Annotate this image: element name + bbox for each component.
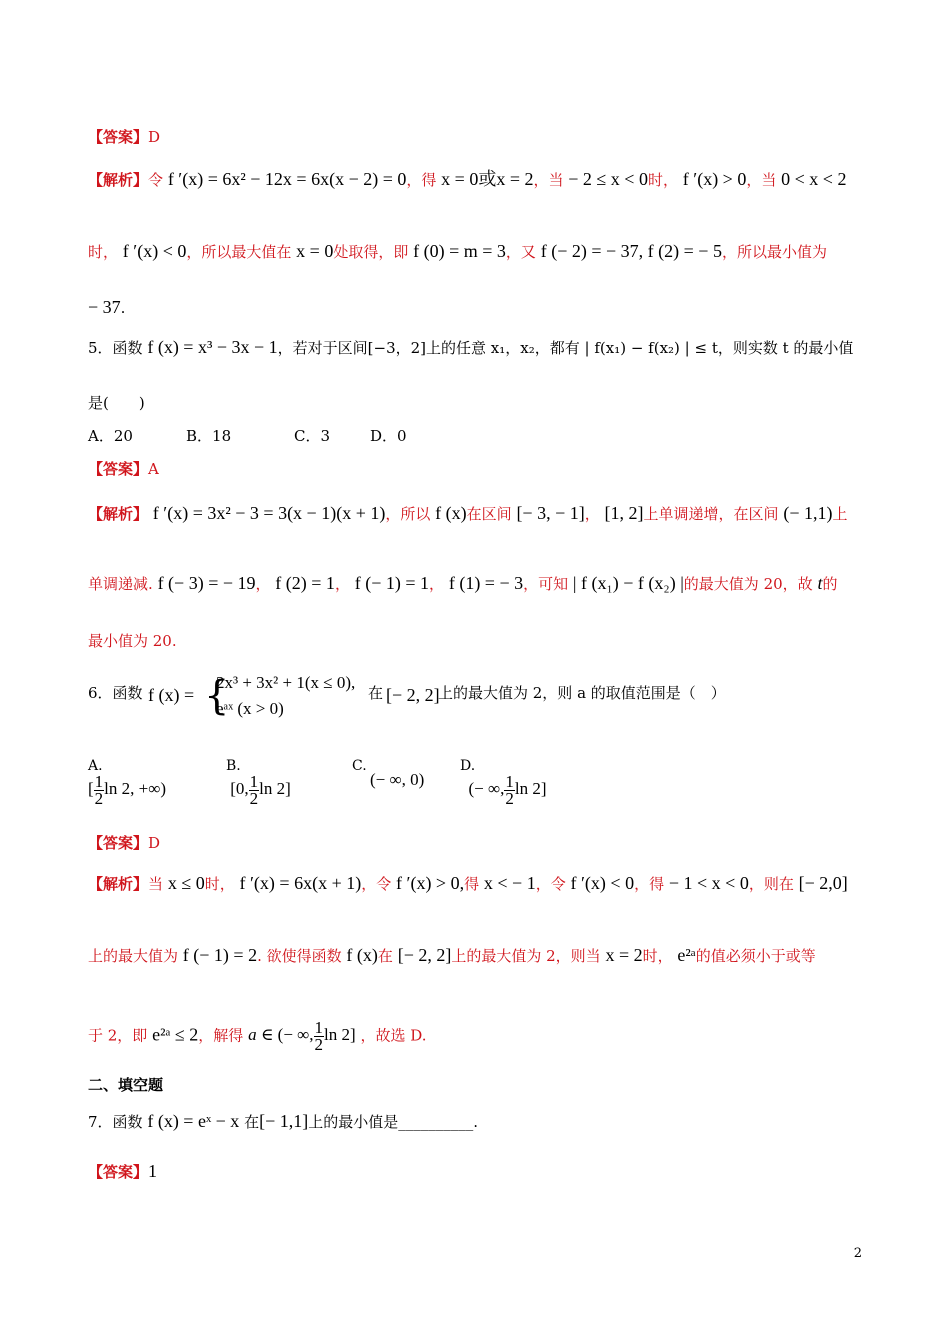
q5-text: ， [429, 575, 445, 593]
q5-option-d: D．0 [370, 427, 407, 445]
q5-answer-line [88, 458, 862, 480]
q5-formula: f (2) = 1 [275, 573, 335, 593]
answer-tag: 【答案】 [88, 128, 149, 146]
q6-formula: f ′(x) = 6x(x + 1) [239, 873, 362, 893]
q6-text: 时， [642, 947, 673, 965]
q5-text: 上单调递增，在区间 [643, 505, 779, 523]
q6-formula: x < − 1 [483, 873, 536, 893]
q4-text: ，当 [533, 171, 564, 189]
q6-formula: [− 2, 2] [397, 945, 452, 965]
q4-text: ，又 [505, 243, 536, 261]
q7-answer-line [88, 1160, 862, 1183]
q4-formula: − 37 [88, 297, 121, 317]
q6-option-c-value: (− ∞, 0) [370, 770, 425, 789]
q6-text: 上的最大值为 2，则当 [451, 947, 601, 965]
q4-text: ，得 [406, 171, 437, 189]
q5-formula: | f (x₁) − f (x₂) | [572, 573, 684, 593]
q5-text: ， [584, 505, 600, 523]
answer-tag: 【答案】 [88, 834, 149, 852]
q7-stem-formula: [− 1,1] [259, 1111, 309, 1131]
q5-text: 的 [822, 575, 838, 593]
q5-text: ， [334, 575, 350, 593]
q6-answer: D [148, 834, 161, 852]
q6-analysis-line-2 [88, 944, 862, 967]
q5-text: ， [255, 575, 271, 593]
q5-text: ，可知 [523, 575, 569, 593]
q6-formula: e²ᵃ ≤ 2 [152, 1024, 199, 1045]
q5-text: 单调递减. [88, 575, 153, 593]
q5-text: 上 [832, 505, 848, 523]
q4-text: . [120, 299, 126, 317]
fraction: $\frac{1}{2}$ [314, 1018, 324, 1054]
q6-text: 的值必须小于或等 [695, 947, 816, 965]
q6-stem-text: 上的最大值为 2，则 a 的取值范围是（ ） [438, 684, 726, 702]
q6-case-2: eᵃˣ (x > 0) [216, 699, 284, 718]
q6-text: ，解得 [198, 1026, 244, 1045]
q4-formula: f (− 2) = − 37, f (2) = − 5 [540, 241, 722, 261]
q6-case-1: 2x³ + 3x² + 1(x ≤ 0), [216, 673, 356, 692]
q5-stem-text: ，若对于区间[−3，2]上的任意 x₁，x₂，都有 | f(x₁) − f(x₂) | ≤ t，则实数 t 的最小值 [277, 339, 854, 357]
option-label: A. [88, 758, 103, 774]
q6-formula: e²ᵃ [677, 945, 696, 965]
q4-analysis-line-2 [88, 240, 862, 263]
q6-option-d: D. (− ∞, $\frac{1}{2}$ ln 2] [460, 758, 547, 808]
q7-stem-text: 7．函数 [88, 1113, 143, 1131]
fraction: $\frac{1}{2}$ [505, 772, 514, 808]
q4-formula: f ′(x) > 0 [682, 169, 747, 189]
q5-formula: [− 3, − 1] [516, 503, 585, 523]
q6-text: 上的最大值为 [88, 947, 179, 965]
q5-stem-line-2 [88, 392, 862, 414]
q5-answer: A [148, 460, 159, 478]
q6-text: ，令 [361, 875, 392, 893]
q6-text: ，则在 [748, 875, 794, 893]
fraction: $\frac{1}{2}$ [94, 772, 104, 808]
q4-formula: x = 0 [296, 241, 334, 261]
q4-formula: f ′(x) = 6x² − 12x = 6x(x − 2) = 0 [167, 169, 407, 189]
q5-option-b: B．18 [186, 427, 232, 445]
q6-answer-line [88, 832, 862, 854]
q5-stem-line-1 [88, 336, 862, 359]
q5-option-c: C．3 [294, 427, 331, 445]
q4-formula: f (0) = m = 3 [413, 241, 506, 261]
answer-tag: 【答案】 [88, 460, 149, 478]
section-heading: 二、填空题 [88, 1076, 164, 1094]
q6-analysis-line-1 [88, 872, 862, 895]
q6-formula: [− 2,0] [798, 873, 848, 893]
q5-text: 在区间 [466, 505, 512, 523]
q7-stem-text: 上的最小值是__________. [308, 1113, 479, 1131]
q6-option-c [352, 758, 425, 794]
q6-text: . 欲使得函数 [257, 947, 342, 965]
q5-formula: f (− 3) = − 19 [157, 573, 256, 593]
q4-text: ，所以最小值为 [721, 243, 827, 261]
q6-text: 于 2，即 [88, 1026, 148, 1045]
q5-stem-text: 是( ) [88, 394, 145, 412]
q6-option-b: B. [0, $\frac{1}{2}$ ln 2] [226, 758, 291, 808]
q5-options [88, 425, 862, 447]
q4-text: 令 [148, 171, 164, 189]
q6-text: ，得 [634, 875, 665, 893]
q5-text: 的最大值为 20，故 [683, 575, 813, 593]
q5-formula: f (− 1) = 1 [354, 573, 430, 593]
q5-formula: f ′(x) = 3x² − 3 = 3(x − 1)(x + 1) [152, 503, 386, 523]
q5-formula: (− 1,1) [783, 503, 833, 523]
q6-formula: f (x) [346, 945, 378, 965]
q4-answer-line [88, 126, 862, 148]
q5-analysis-line-2 [88, 572, 862, 595]
analysis-tag: 【解析】 [88, 171, 149, 189]
option-label: D. [460, 758, 476, 774]
option-label: B. [226, 758, 241, 774]
q5-stem-text: 5．函数 [88, 339, 143, 357]
q6-text: 在 [377, 947, 393, 965]
q7-answer: 1 [148, 1161, 158, 1181]
q6-text: ，令 [535, 875, 566, 893]
q5-stem-formula: f (x) = x³ − 3x − 1 [147, 337, 278, 357]
q5-formula: [1, 2] [604, 503, 644, 523]
q6-formula: x = 2 [605, 945, 643, 965]
q6-stem-formula: f (x) = [148, 685, 195, 705]
q6-text: ，故选 D. [360, 1026, 427, 1045]
q5-formula: f (1) = − 3 [448, 573, 524, 593]
q6-analysis-line-3: 于 2，即 e²ᵃ ≤ 2，解得 a ∈ (− ∞, $\frac{1}{2}$ ln 2] ，故选 D. [88, 1018, 427, 1054]
q6-formula: f (− 1) = 2 [182, 945, 258, 965]
q5-formula: t [817, 573, 823, 593]
q4-text: ，当 [746, 171, 777, 189]
q4-text: 处取得，即 [333, 243, 409, 261]
q7-stem-text: 在 [244, 1113, 260, 1131]
q6-stem-text: 6．函数 [88, 684, 143, 702]
q5-text: ，所以 [385, 505, 431, 523]
q4-analysis-line-1 [88, 168, 862, 191]
q5-text: 最小值为 20. [88, 632, 177, 650]
q4-formula: x = 0或x = 2 [441, 169, 534, 189]
q6-formula: f ′(x) > 0, [396, 873, 465, 893]
q4-formula: − 2 ≤ x < 0 [568, 169, 648, 189]
analysis-tag: 【解析】 [88, 505, 149, 523]
q4-formula: 0 < x < 2 [781, 169, 847, 189]
q6-text: 时， [204, 875, 235, 893]
q6-text: 当 [148, 875, 164, 893]
q6-option-a: A. [ $\frac{1}{2}$ ln 2, +∞) [88, 758, 167, 808]
q6-formula: f ′(x) < 0 [570, 873, 635, 893]
q6-stem-text: 在 [368, 684, 384, 702]
q4-formula: f ′(x) < 0 [122, 241, 187, 261]
q5-analysis-line-1 [88, 502, 862, 525]
q5-formula: f (x) [435, 503, 467, 523]
q5-option-a: A．20 [88, 427, 133, 445]
q6-formula: − 1 < x < 0 [668, 873, 749, 893]
q6-brace: { [204, 673, 230, 719]
q4-text: 时， [88, 243, 119, 261]
page-number: 2 [853, 1246, 862, 1261]
answer-tag: 【答案】 [88, 1163, 149, 1181]
q5-analysis-line-3 [88, 630, 862, 652]
analysis-tag: 【解析】 [88, 875, 149, 893]
q6-text: 得 [464, 875, 480, 893]
q6-stem-formula: [− 2, 2] [386, 685, 440, 705]
q4-text: 时， [647, 171, 678, 189]
q6-formula: x ≤ 0 [167, 873, 205, 893]
option-label: C. [352, 758, 367, 774]
q7-stem [88, 1110, 862, 1133]
fraction: $\frac{1}{2}$ [249, 772, 259, 808]
q6-stem [88, 674, 862, 722]
q4-answer: D [148, 128, 161, 146]
q7-stem-formula: f (x) = eˣ − x [147, 1111, 240, 1131]
q4-text: ，所以最大值在 [186, 243, 292, 261]
q4-analysis-line-3 [88, 296, 862, 319]
